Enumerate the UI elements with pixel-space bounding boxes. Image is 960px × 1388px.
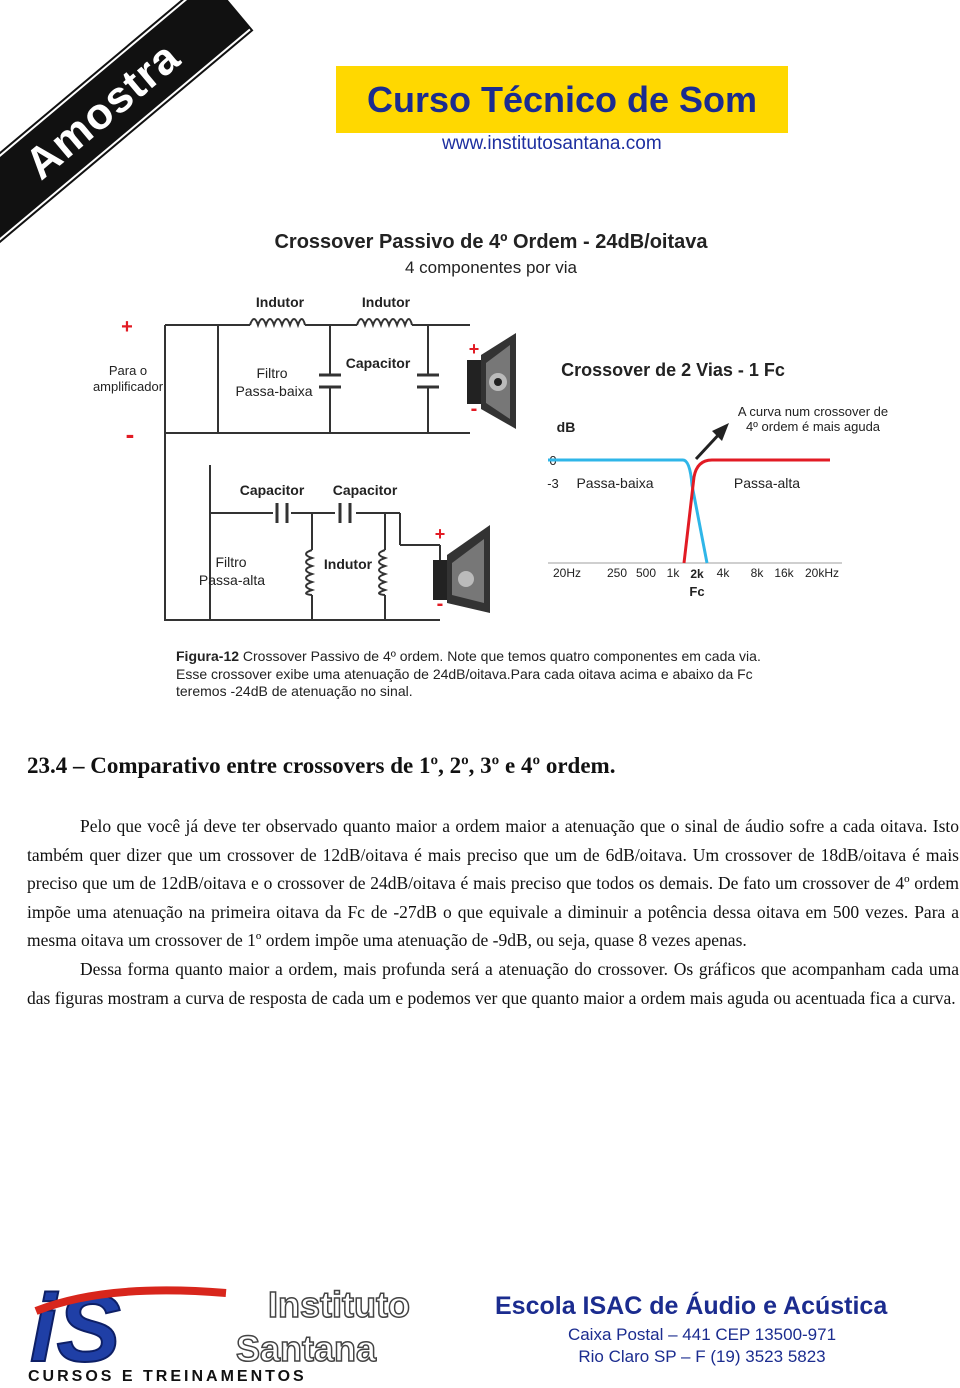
- frequency-ticks: [553, 566, 839, 581]
- lowpass-filter-label-2: Passa-baixa: [235, 383, 313, 399]
- instituto-santana-logo: [26, 1275, 466, 1383]
- logo-word-santana: Santana: [236, 1328, 377, 1369]
- inductor-1-label: Indutor: [255, 294, 305, 310]
- school-name: Escola ISAC de Áudio e Acústica: [495, 1292, 888, 1320]
- tweeter-minus: -: [436, 593, 444, 615]
- highpass-curve-label: Passa-alta: [733, 475, 801, 491]
- graph-note-line1: A curva num crossover de: [737, 404, 889, 419]
- course-title: Curso Técnico de Som: [366, 78, 758, 120]
- sample-watermark: [0, 0, 251, 242]
- lowpass-capacitor-label: Capacitor: [345, 355, 411, 371]
- tweeter-plus: +: [434, 524, 446, 544]
- freq-tick: 4k: [716, 566, 730, 580]
- freq-tick: 250: [606, 566, 628, 580]
- freq-tick: 500: [635, 566, 657, 580]
- db-zero-tick: 0: [549, 453, 557, 468]
- woofer-minus: -: [470, 398, 478, 420]
- highpass-capacitor-1-label: Capacitor: [239, 482, 305, 498]
- freq-tick: 20kHz: [804, 566, 840, 580]
- amplifier-label-line2: amplificador: [92, 379, 164, 394]
- course-title-banner: [336, 66, 788, 133]
- inductor-4-coil: [379, 550, 385, 595]
- freq-tick: 16k: [774, 566, 794, 580]
- watermark-label: Amostra: [15, 32, 190, 190]
- freq-tick: 1k: [666, 566, 680, 580]
- lowpass-curve-label: Passa-baixa: [576, 475, 654, 491]
- graph-note-line2: 4º ordem é mais aguda: [745, 419, 881, 434]
- crossover-figure: [0, 215, 960, 715]
- freq-tick: 2k: [690, 567, 704, 581]
- highpass-filter-label-1: Filtro: [215, 554, 247, 570]
- logo-mark: iS: [30, 1275, 121, 1382]
- amplifier-label-line1: Para o: [108, 363, 148, 378]
- logo-word-instituto: Instituto: [268, 1284, 410, 1325]
- inductor-2-coil: [357, 319, 412, 325]
- fc-label: Fc: [689, 584, 705, 599]
- figure-title: Crossover Passivo de 4º Ordem - 24dB/oitava: [274, 231, 708, 253]
- caption-line3: teremos -24dB de atenuação no sinal.: [176, 683, 413, 699]
- freq-tick: 8k: [750, 566, 764, 580]
- inductor-2-label: Indutor: [361, 294, 411, 310]
- minus-terminal: -: [125, 419, 135, 449]
- lowpass-capacitors: [319, 375, 439, 387]
- inductor-3-coil: [306, 550, 312, 595]
- woofer-plus: +: [468, 339, 480, 359]
- logo-tagline: CURSOS E TREINAMENTOS: [28, 1368, 307, 1383]
- db-axis-label: dB: [556, 419, 576, 435]
- website-link[interactable]: www.institutosantana.com: [442, 133, 662, 154]
- lowpass-filter-label-1: Filtro: [256, 365, 288, 381]
- paragraph: Dessa forma quanto maior a ordem, mais profunda será a atenuação do crossover. Os gráficos que acompanham cada uma das figuras mostram a curva de resposta de cada um e podemos ver que quanto maior a ordem mais aguda ou acentuada fica a curva.: [27, 958, 959, 1008]
- freq-tick: 20Hz: [552, 566, 582, 580]
- plus-terminal: +: [121, 316, 133, 338]
- body-text: [27, 812, 959, 1012]
- section-heading: 23.4 – Comparativo entre crossovers de 1º, 2º, 3º e 4º ordem.: [27, 753, 616, 778]
- figure-subtitle: 4 componentes por via: [405, 258, 577, 277]
- paragraph: Pelo que você já deve ter observado quanto maior a ordem maior a atenuação que o sinal de áudio sofre a cada oitava. Isto também quer dizer que um crossover de 12dB/oitava é mais preciso que um de 6dB/oitava. Um crossover de 18dB/oitava é mais preciso que um de 12dB/oitava e o crossover de 24dB/oitava é mais preciso que todos os demais. De fato um crossover de 4º ordem impõe uma atenuação na primeira oitava da Fc de -27dB o que equivale a diminuir a potência dessa oitava em 500 vezes. Para a mesma oitava um crossover de 1º ordem impõe uma atenuação de -9dB, ou seja, quase 8 vezes apenas.: [27, 816, 959, 951]
- graph-title: Crossover de 2 Vias - 1 Fc: [561, 360, 785, 380]
- highpass-capacitor-2-label: Capacitor: [332, 482, 398, 498]
- caption-line1: Crossover Passivo de 4º ordem. Note que temos quatro componentes em cada via.: [239, 648, 761, 664]
- inductor-1-coil: [250, 319, 305, 325]
- highpass-filter-label-2: Passa-alta: [198, 572, 266, 588]
- postal-address: Caixa Postal – 441 CEP 13500-971: [567, 1325, 837, 1344]
- figure-caption: [176, 648, 876, 701]
- caption-line2: Esse crossover exibe uma atenuação de 24dB/oitava.Para cada oitava acima e abaixo da Fc: [176, 665, 753, 682]
- db-minus3-tick: -3: [547, 476, 559, 491]
- city-phone: Rio Claro SP – F (19) 3523 5823: [578, 1347, 826, 1366]
- figure-reference: Figura-12: [176, 648, 240, 664]
- highpass-inductor-label: Indutor: [323, 556, 373, 572]
